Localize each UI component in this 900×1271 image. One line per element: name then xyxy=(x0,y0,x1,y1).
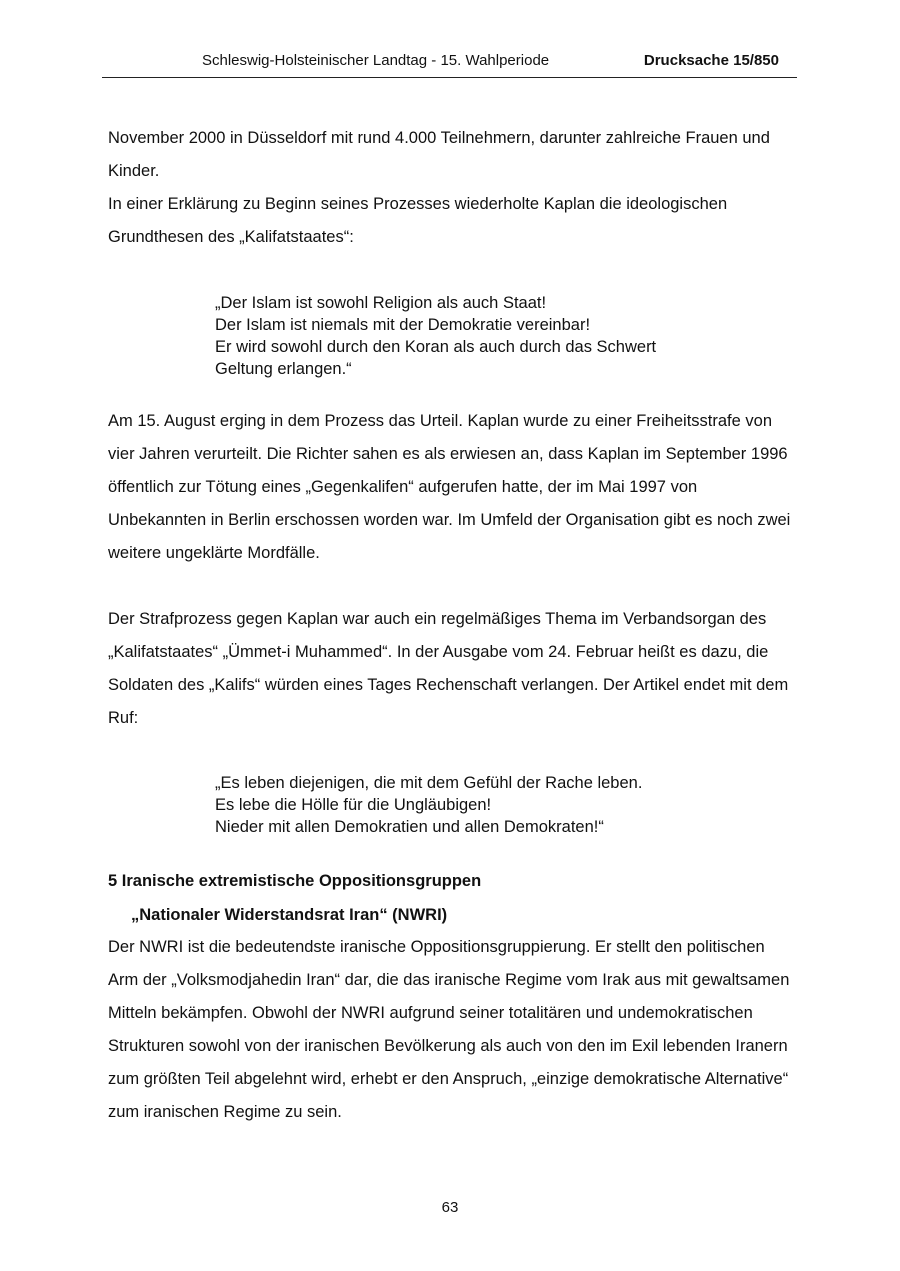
quote-line: Der Islam ist niemals mit der Demokratie vereinbar! xyxy=(215,316,591,334)
header-title: Schleswig-Holsteinischer Landtag - 15. Wahlperiode xyxy=(202,52,550,69)
paragraph-declaration: In einer Erklärung zu Beginn seines Prozesses wiederholte Kaplan die ideologischen Grundthesen des „Kalifatstaates“: xyxy=(108,195,728,246)
page-number: 63 xyxy=(441,1199,459,1216)
quote-line: Geltung erlangen.“ xyxy=(215,360,352,378)
quote-kaplan-theses xyxy=(215,292,735,380)
quote-line: Es lebe die Hölle für die Ungläubigen! xyxy=(215,796,492,814)
page-header xyxy=(102,51,797,78)
paragraph-verdict: Am 15. August erging in dem Prozess das Urteil. Kaplan wurde zu einer Freiheitsstrafe von vier Jahren verurteilt. Die Richter sahen es als erwiesen an, dass Kaplan im September 1996 öffentlich zur Tötung eines „Gegenkalifen“ aufgerufen hatte, der im Mai 1997 von Unbekannten in Berlin erschossen worden war. Im Umfeld der Organisation gibt es noch zwei weitere ungeklärte Mordfälle. xyxy=(108,412,791,562)
quote-line: Nieder mit allen Demokratien und allen Demokraten!“ xyxy=(215,818,604,836)
quote-publication-call xyxy=(215,772,735,838)
section-subheading: „Nationaler Widerstandsrat Iran“ (NWRI) xyxy=(131,906,448,924)
paragraph-intro: November 2000 in Düsseldorf mit rund 4.000 Teilnehmern, darunter zahlreiche Frauen und Kinder. xyxy=(108,129,770,180)
section-heading: 5 Iranische extremistische Oppositionsgruppen xyxy=(108,872,482,890)
quote-line: „Es leben diejenigen, die mit dem Gefühl der Rache leben. xyxy=(215,774,643,792)
paragraph-nwri: Der NWRI ist die bedeutendste iranische Oppositionsgruppierung. Er stellt den politischen Arm der „Volksmodjahedin Iran“ dar, die das iranische Regime vom Irak aus mit gewaltsamen Mitteln bekämpfen. Obwohl der NWRI aufgrund seiner totalitären und undemokratischen Strukturen sowohl von der iranischen Bevölkerung als auch von den im Exil lebenden Iranern zum größten Teil abgelehnt wird, erhebt er den Anspruch, „einzige demokratische Alternative“ zum iranischen Regime zu sein. xyxy=(108,938,790,1121)
header-document-number: Drucksache 15/850 xyxy=(643,52,779,69)
quote-line: Er wird sowohl durch den Koran als auch durch das Schwert xyxy=(215,338,657,356)
quote-line: „Der Islam ist sowohl Religion als auch Staat! xyxy=(215,294,547,312)
paragraph-publication: Der Strafprozess gegen Kaplan war auch ein regelmäßiges Thema im Verbandsorgan des „Kalifatstaates“ „Ümmet-i Muhammed“. In der Ausgabe vom 24. Februar heißt es dazu, die Soldaten des „Kalifs“ würden eines Tages Rechenschaft verlangen. Der Artikel endet mit dem Ruf: xyxy=(108,610,789,727)
